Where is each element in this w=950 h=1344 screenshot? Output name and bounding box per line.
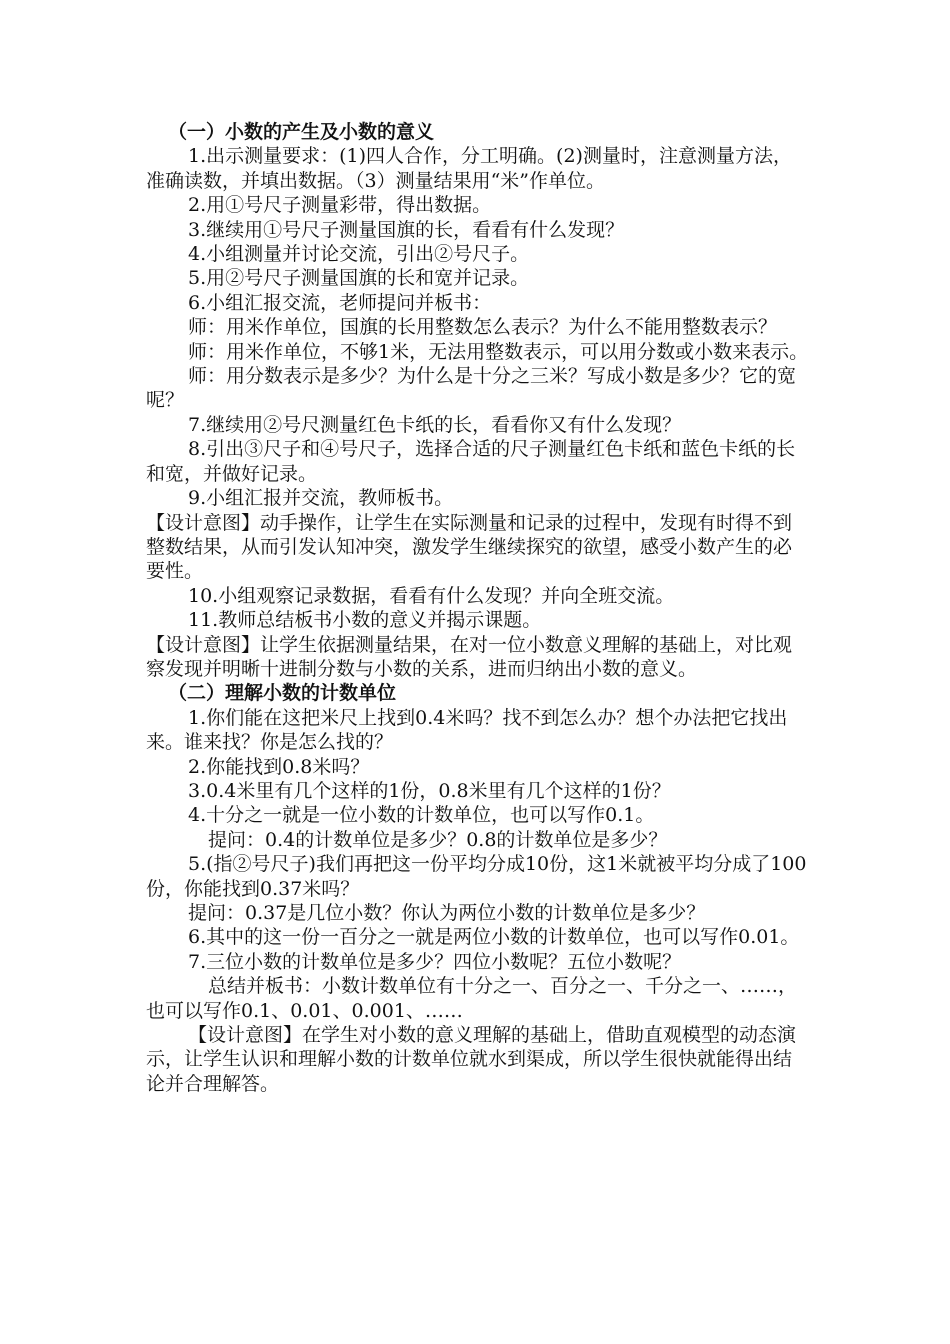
paragraph: 4.小组测量并讨论交流，引出②号尺子。 [188,243,530,266]
paragraph: 提问：0.4的计数单位是多少？0.8的计数单位是多少？ [208,828,668,851]
paragraph: 提问：0.37是几位小数？你认为两位小数的计数单位是多少？ [188,902,706,924]
paragraph: 8.引出③尺子和④号尺子，选择合适的尺子测量红色卡纸和蓝色卡纸的长和宽，并做好记录。 [146,438,796,485]
paragraph: 7.继续用②号尺测量红色卡纸的长，看看你又有什么发现？ [188,413,682,436]
section-2-title: （二）理解小数的计数单位 [168,682,397,705]
paragraph: 3.0.4米里有几个这样的1份，0.8米里有几个这样的1份？ [188,779,671,802]
design-intent: 【设计意图】让学生依据测量结果，在对一位小数意义理解的基础上，对比观察发现并明晰十进制分数与小数的关系，进而归纳出小数的意义。 [146,633,793,680]
paragraph: 7.三位小数的计数单位是多少？四位小数呢？五位小数呢？ [188,950,682,973]
paragraph: 5.用②号尺子测量国旗的长和宽并记录。 [188,267,530,290]
paragraph: 1.你们能在这把米尺上找到0.4米吗？找不到怎么办？想个办法把它找出来。谁来找？你是怎么找的？ [146,706,788,754]
paragraph: 11.教师总结板书小数的意义并揭示课题。 [188,609,542,632]
paragraph: 6.小组汇报交流，老师提问并板书： [188,291,492,314]
section-1-title: （一）小数的产生及小数的意义 [168,121,435,143]
paragraph: 9.小组汇报并交流，教师板书。 [188,487,454,510]
paragraph: 4.十分之一就是一位小数的计数单位，也可以写作0.1。 [188,804,655,827]
paragraph: 师：用分数表示是多少？为什么是十分之三米？写成小数是多少？它的宽呢？ [146,365,797,412]
paragraph: 1.出示测量要求：(1)四人合作，分工明确。(2)测量时，注意测量方法，准确读数，并填出数据。（3）测量结果用“米”作单位。 [146,145,792,192]
document-page [146,120,810,1096]
paragraph: 6.其中的这一份一百分之一就是两位小数的计数单位，也可以写作0.01。 [188,926,800,949]
design-intent: 【设计意图】在学生对小数的意义理解的基础上，借助直观模型的动态演示，让学生认识和理解小数的计数单位就水到渠成，所以学生很快就能得出结论并合理解答。 [146,1024,797,1095]
paragraph: 总结并板书：小数计数单位有十分之一、百分之一、千分之一、……，也可以写作0.1、0.01、0.001、…… [146,975,798,1022]
paragraph: 2.用①号尺子测量彩带，得出数据。 [188,194,492,217]
paragraph: 2.你能找到0.8米吗？ [188,755,370,778]
paragraph: 5.(指②号尺子)我们再把这一份平均分成10份，这1米就被平均分成了100份，你能找到0.37米吗？ [146,853,807,900]
paragraph: 3.继续用①号尺子测量国旗的长，看看有什么发现？ [188,218,625,241]
paragraph: 师：用米作单位，不够1米，无法用整数表示，可以用分数或小数来表示。 [188,340,809,363]
paragraph: 师：用米作单位，国旗的长用整数怎么表示？为什么不能用整数表示？ [188,316,778,339]
paragraph: 10.小组观察记录数据，看看有什么发现？并向全班交流。 [188,584,675,607]
design-intent: 【设计意图】动手操作，让学生在实际测量和记录的过程中，发现有时得不到整数结果，从而引发认知冲突，激发学生继续探究的欲望，感受小数产生的必要性。 [146,511,793,583]
